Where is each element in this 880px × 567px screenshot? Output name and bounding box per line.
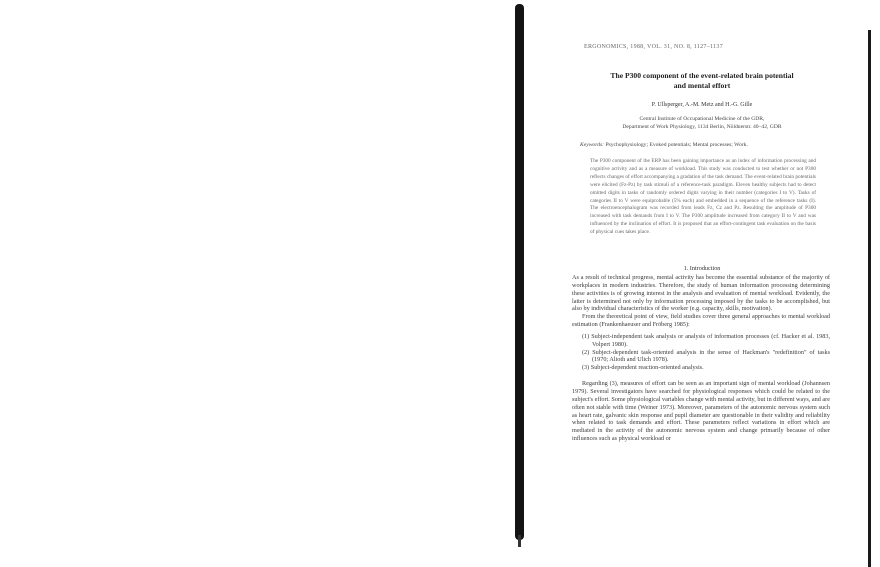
approach-list (582, 333, 830, 372)
keywords-label: Keywords: (580, 142, 605, 148)
page-edge-shadow (868, 30, 871, 567)
paragraph-3: Regarding (3), measures of effort can be seen as an important sign of mental workload (Johannsen 1979). Several investigators have searched for physiological responses which could be related to the subject's effort. Some physiological variables change with mental activity, but in different ways, and are often not stable with time (Weiner 1973). Moreover, parameters of the autonomic nervous system such as heart rate, galvanic skin response and pupil diameter are questionable in their validity and reliability when related to task demands and effort. These parameters reflect variations in effort which are mediated in the activity of the autonomic nervous system and change primarily because of other influences such as physical workload or (572, 380, 830, 443)
paragraph-1: As a result of technical progress, mental activity has become the essential substance of the majority of workplaces in modern industries. Therefore, the study of human information processing determining these activities is of growing interest in the analysis and evaluation of mental workload. Evidently, the latter is determined not only by information processing imposed by the tasks to be accomplished, but also by individual characteristics of the worker (e.g. capacity, skills, motivation). (572, 274, 830, 313)
authors: P. Ullsperger, A.-M. Metz and H.-G. Gille (651, 102, 753, 108)
book-spine-tail (518, 535, 521, 547)
paper-title-line1: The P300 component of the event-related brain potential (610, 71, 794, 80)
abstract (590, 158, 816, 237)
journal-header: ERGONOMICS, 1988, VOL. 31, NO. 8, 1127–1137 (584, 44, 724, 50)
keywords (580, 142, 830, 148)
affiliation-line1: Central Institute of Occupational Medicine of the GDR, (639, 116, 765, 122)
book-spine-shadow (515, 4, 524, 540)
list-item: (2) Subject-dependent task-oriented analysis in the sense of Hackman's "redefinition" of tasks (1970; Alioth and Ulich 1978). (582, 348, 830, 364)
section-heading-introduction: 1. Introduction (683, 265, 721, 272)
abstract-text: The P300 component of the ERP has been gaining importance as an index of information processing and cognitive activity and as a measure of workload. This study was conducted to test whether or not P300 reflects changes of effort accompanying a gradation of the task demand. The event-related brain potentials were elicited (Fz-Pz) by task stimuli of a reference-task paradigm. Eleven healthy subjects had to detect omitted digits in tasks of randomly ordered digits varying in their number (categories I to V). Tasks of categories II to V were equiprobable (5% each) and embedded in a sequence of the reference tasks (I). The electroencephalogram was recorded from leads Fz, Cz and Pz. Resulting the amplitude of P300 increased with task demands from I to V. The P300 amplitude increased from category II to V and was influenced by the inclination of effort. It is proposed that an effort-contingent task evaluation on the basis of physical cues takes place. (590, 158, 816, 236)
affiliation-line2: Department of Work Physiology, 1134 Berlin, Nöldnerstr. 40–42, GDR (622, 123, 782, 130)
paper-title-line2: and mental effort (673, 81, 731, 90)
keywords-text: Psychophysiology; Evoked potentials; Mental processes; Work. (605, 142, 748, 148)
body-text (572, 274, 830, 443)
list-item: (3) Subject-dependent reaction-oriented analysis. (582, 364, 704, 372)
list-item: (1) Subject-independent task analysis or analysis of information processes (cf. Hacker et al. 1983, Volpert 1980). (582, 332, 830, 348)
affiliation (572, 116, 832, 131)
paper-title (572, 71, 832, 91)
paragraph-2: From the theoretical point of view, field studies cover three general approaches to mental workload estimation (Frankenhaeuser and Fröberg 1985): (572, 313, 830, 329)
